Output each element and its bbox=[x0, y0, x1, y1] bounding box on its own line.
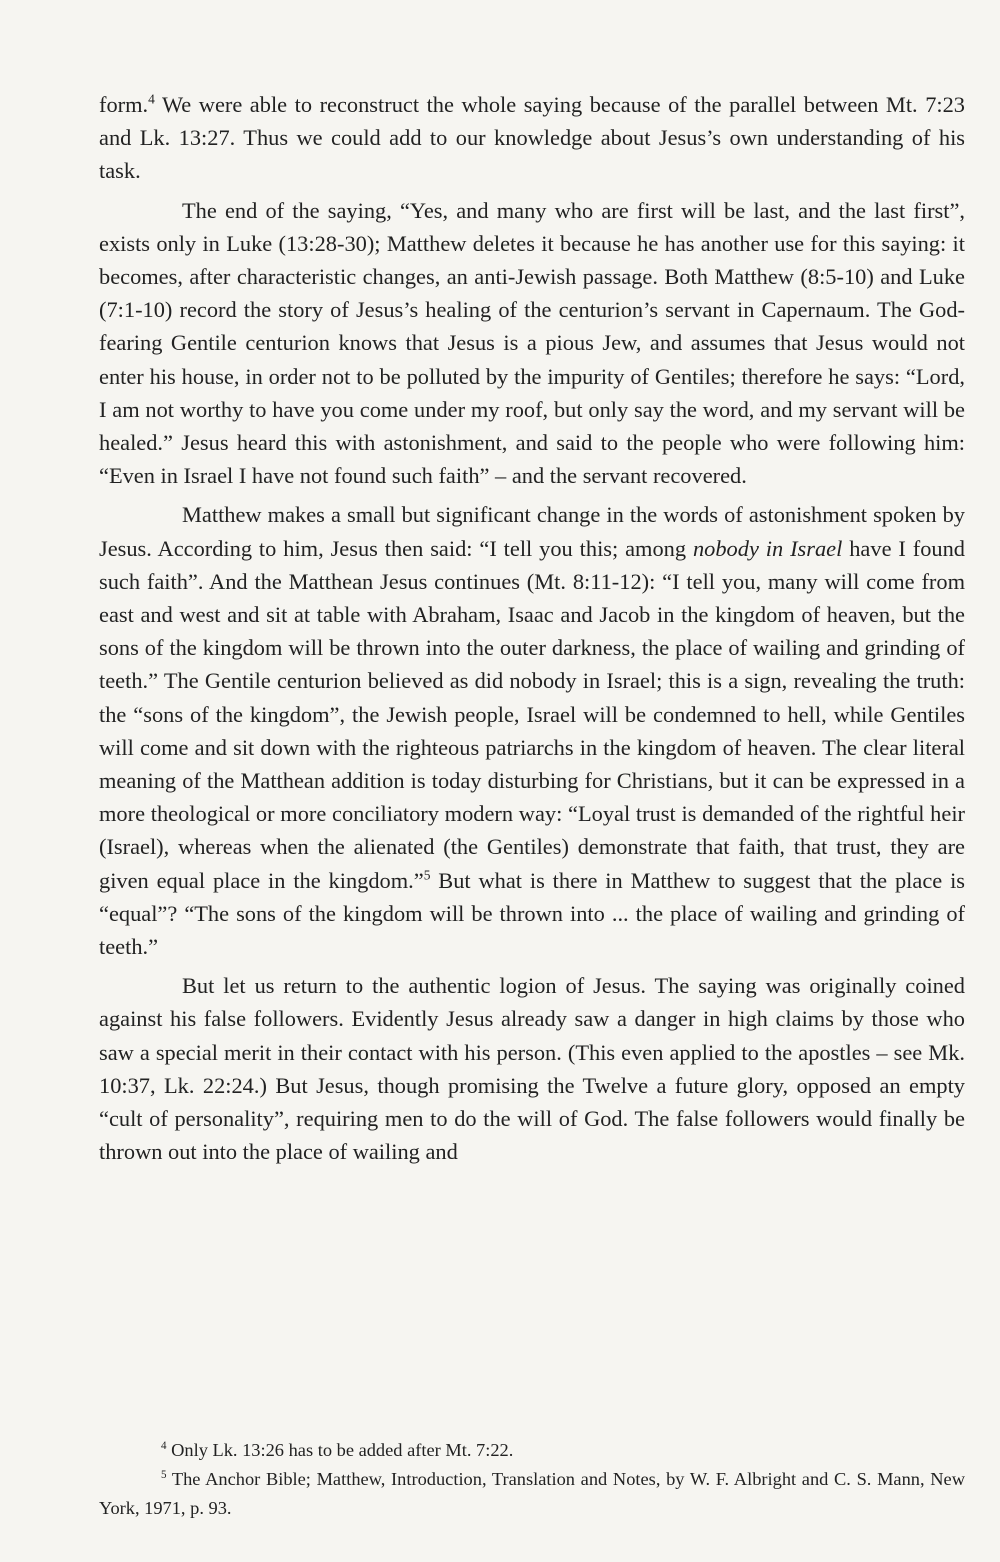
footnote-ref-4[interactable]: 4 bbox=[148, 91, 155, 107]
footnote-ref-5[interactable]: 5 bbox=[423, 867, 431, 883]
emphasis-text: nobody in Israel bbox=[692, 535, 843, 561]
footnote-mark: 5 bbox=[161, 1468, 167, 1481]
paragraph-1: form.$^4$ We were able to reconstruct the whole saying because of the parallel between Mt. 7:23 and Lk. 13:27. Thus we could add to our knowledge about Jesus’s own understanding of his task. bbox=[99, 91, 965, 184]
footnote-5 bbox=[99, 1465, 965, 1523]
footnote-4 bbox=[99, 1436, 965, 1465]
footnotes bbox=[99, 1436, 965, 1523]
footnote-mark: 4 bbox=[161, 1439, 167, 1452]
paragraph-3: Matthew makes a small but significant change in the words of astonishment spoken by Jesus. According to him, Jesus then said: “I tell you this; among nobody in Israel have I found such faith”. And the Matthean Jesus continues (Mt. 8:11-12): “I tell you, many will come from east and west and sit at table with Abraham, Isaac and Jacob in the kingdom of heaven, but the sons of the kingdom will be thrown into the outer darkness, the place of wailing and grinding of teeth.” The Gentile centurion believed as did nobody in Israel; this is a sign, revealing the truth: the “sons of the kingdom”, the Jewish people, Israel will be condemned to hell, while Gentiles will come and sit down with the righteous patriarchs in the kingdom of heaven. The clear literal meaning of the Matthean addition is today disturbing for Christians, but it can be expressed in a more theological or more conciliatory modern way: “Loyal trust is demanded of the rightful heir (Israel), whereas when the alienated (the Gentiles) demonstrate that faith, that trust, they are given equal place in the kingdom.”$^5$ But what is there in Matthew to suggest that the place is “equal”? “The sons of the kingdom will be thrown into ... the place of wailing and grinding of teeth.” bbox=[99, 502, 966, 960]
page-body bbox=[99, 88, 965, 1169]
paragraph-4: But let us return to the authentic logion of Jesus. The saying was originally coined against his false followers. Evidently Jesus already saw a danger in high claims by those who saw a special merit in their contact with his person. (This even applied to the apostles – see Mk. 10:37, Lk. 22:24.) But Jesus, though promising the Twelve a future glory, opposed an empty “cult of personality”, requiring men to do the will of God. The false followers would finally be thrown out into the place of wailing and bbox=[99, 973, 965, 1165]
footnote-text: The Anchor Bible; Matthew, Introduction, Translation and Notes, by W. F. Albright and C. S. Mann, New York, 1971, p. 93. bbox=[99, 1469, 965, 1518]
footnote-text: Only Lk. 13:26 has to be added after Mt. 7:22. bbox=[166, 1440, 514, 1460]
paragraph-2: The end of the saying, “Yes, and many who are first will be last, and the last first”, exists only in Luke (13:28-30); Matthew deletes it because he has another use for this saying: it becomes, after characteristic changes, an anti-Jewish passage. Both Matthew (8:5-10) and Luke (7:1-10) record the story of Jesus’s healing of the centurion’s servant in Capernaum. The God-fearing Gentile centurion knows that Jesus is a pious Jew, and assumes that Jesus would not enter his house, in order not to be polluted by the impurity of Gentiles; therefore he says: “Lord, I am not worthy to have you come under my roof, but only say the word, and my servant will be healed.” Jesus heard this with astonishment, and said to the people who were following him: “Even in Israel I have not found such faith” – and the servant recovered. bbox=[99, 197, 965, 489]
